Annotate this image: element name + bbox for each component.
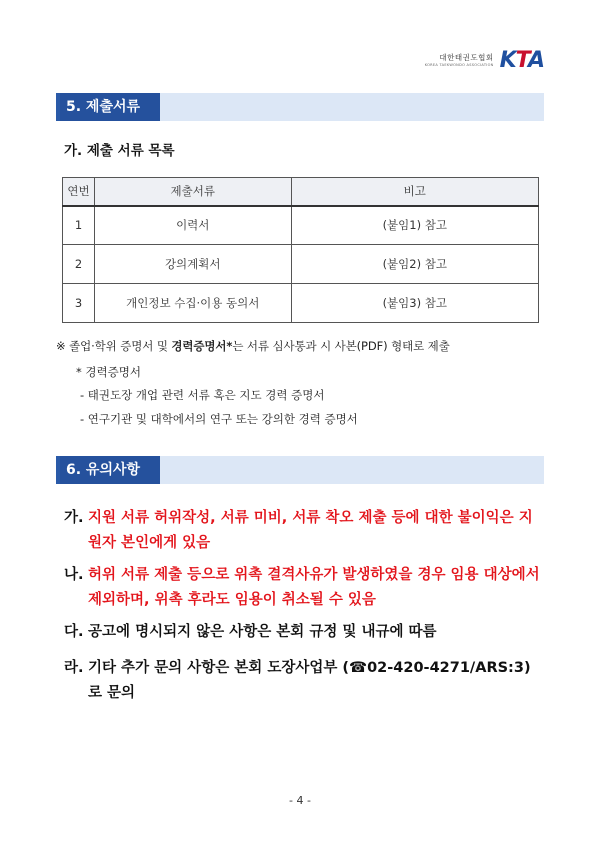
kta-logo — [425, 48, 544, 73]
logo-text-english: KOREA TAEKWONDO ASSOCIATION — [424, 62, 494, 67]
cell-document: 강의계획서 — [94, 245, 291, 284]
column-header-document: 제출서류 — [94, 178, 291, 206]
kta-logo-mark — [500, 48, 544, 73]
table-row — [63, 284, 539, 323]
column-header-remarks: 비고 — [291, 178, 538, 206]
logo-letter-t: T — [515, 48, 528, 73]
table-header-row — [63, 178, 539, 206]
caution-item-text: 기타 추가 문의 사항은 본회 도장사업부 (☎02-420-4271/ARS:3)로 문의 — [88, 660, 531, 701]
caution-item-marker: 가. — [64, 510, 84, 526]
section-6-title: 6. 유의사항 — [60, 456, 160, 484]
caution-item — [64, 506, 544, 556]
caution-item-text: 공고에 명시되지 않은 사항은 본회 규정 및 내규에 따름 — [88, 624, 437, 640]
submission-note — [56, 341, 450, 353]
page-number: - 4 - — [289, 794, 311, 807]
note-bold-career-certificate: 경력증명서* — [171, 339, 233, 353]
cell-remarks: (붙임1) 참고 — [291, 206, 538, 245]
career-certificate-item: - 연구기관 및 대학에서의 연구 또는 강의한 경력 증명서 — [80, 412, 358, 426]
cell-number: 2 — [63, 245, 95, 284]
caution-item — [64, 563, 544, 613]
section-5-title: 5. 제출서류 — [60, 93, 160, 121]
caution-item — [64, 656, 544, 706]
submission-list-heading: 가. 제출 서류 목록 — [64, 143, 175, 159]
table-row — [63, 206, 539, 245]
logo-letter-a: A — [527, 48, 544, 73]
cell-remarks: (붙임2) 참고 — [291, 245, 538, 284]
note-prefix: ※ 졸업·학위 증명서 및 — [56, 339, 172, 353]
cell-document: 개인정보 수집·이용 동의서 — [94, 284, 291, 323]
career-certificate-item: - 태권도장 개업 관련 서류 혹은 지도 경력 증명서 — [80, 388, 325, 402]
caution-item-text: 허위 서류 제출 등으로 위촉 결격사유가 발생하였을 경우 임용 대상에서 제외하며, 위촉 후라도 임용이 취소될 수 있음 — [88, 567, 540, 608]
caution-item-marker: 라. — [64, 660, 84, 676]
logo-text-korean: 대한태권도협회 — [439, 53, 494, 62]
note-suffix: 는 서류 심사통과 시 사본(PDF) 형태로 제출 — [232, 339, 450, 353]
caution-item-text: 지원 서류 허위작성, 서류 미비, 서류 착오 제출 등에 대한 불이익은 지원자 본인에게 있음 — [88, 510, 533, 551]
section-6-header — [56, 456, 544, 484]
caution-item-marker: 나. — [64, 567, 84, 583]
logo-text — [425, 54, 494, 67]
submission-documents-table — [62, 177, 539, 323]
cell-number: 1 — [63, 206, 95, 245]
cell-number: 3 — [63, 284, 95, 323]
caution-item — [64, 620, 544, 645]
cell-remarks: (붙임3) 참고 — [291, 284, 538, 323]
column-header-number: 연번 — [63, 178, 95, 206]
table-row — [63, 245, 539, 284]
logo-letter-k: K — [499, 48, 516, 73]
cell-document: 이력서 — [94, 206, 291, 245]
caution-item-marker: 다. — [64, 624, 84, 640]
career-certificate-footnote: * 경력증명서 — [76, 365, 141, 379]
section-5-header — [56, 93, 544, 121]
